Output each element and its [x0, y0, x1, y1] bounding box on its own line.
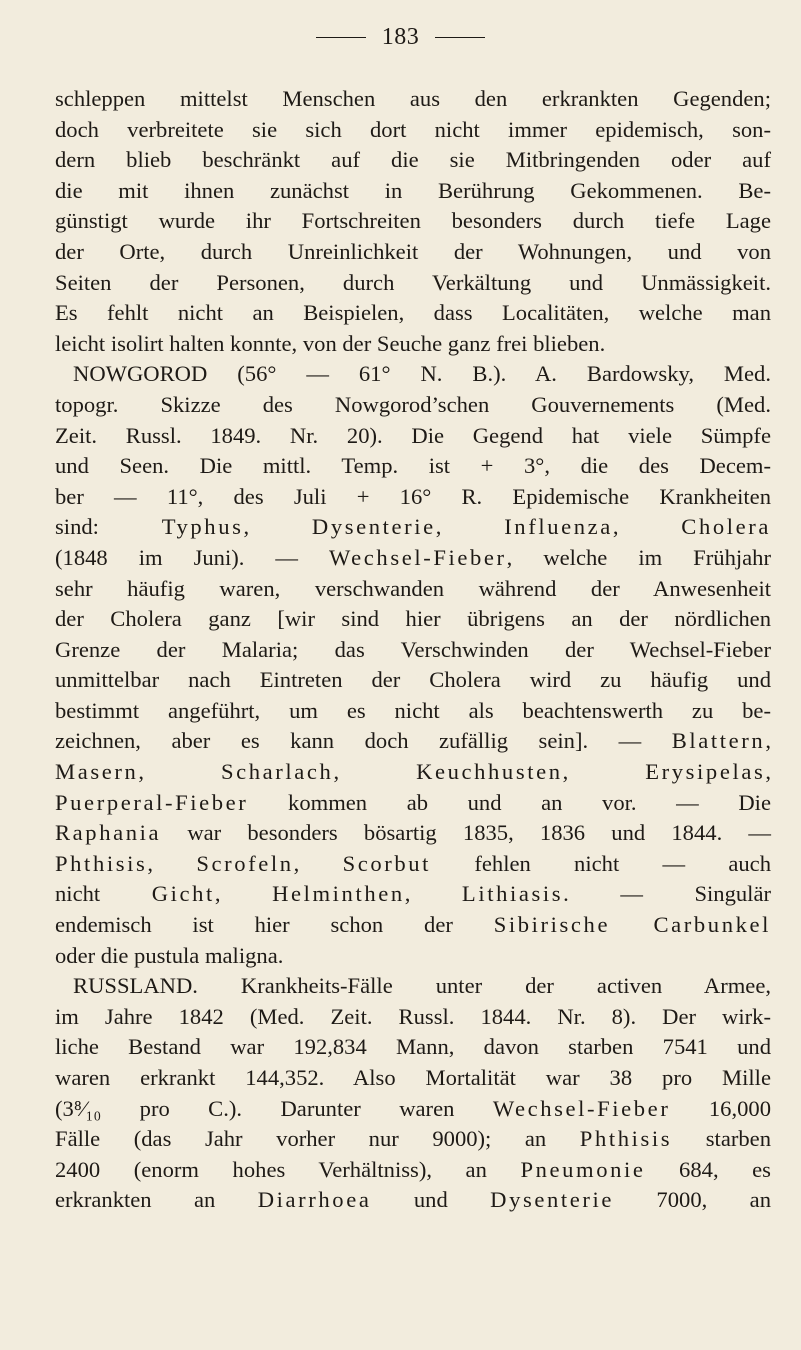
text-segment: ber — 11°, des Juli + 16° R. Epidemische Krankheiten [55, 483, 771, 509]
spaced-term: Wechsel-Fieber [492, 1095, 671, 1121]
text-line [55, 635, 771, 666]
spaced-term: Blattern [671, 728, 766, 754]
text-segment: . — Singulär [563, 881, 772, 907]
text-line [55, 1124, 771, 1155]
text-body [55, 84, 771, 1216]
text-line [55, 84, 771, 115]
text-segment: günstigt wurde ihr Fortschreiten besonders durch tiefe Lage [55, 208, 771, 234]
text-segment: erkrankten an [55, 1187, 258, 1213]
text-line [55, 206, 771, 237]
text-line [55, 1185, 771, 1216]
spaced-term: Cholera [681, 514, 772, 540]
text-segment: leicht isolirt halten konnte, von der Seuche ganz frei blieben. [55, 330, 606, 356]
text-segment: endemisch ist hier schon der [55, 912, 494, 938]
text-line [55, 574, 771, 605]
text-line [55, 1094, 771, 1125]
text-segment: starben [672, 1126, 771, 1152]
spaced-term: Diarrhoea [257, 1187, 372, 1213]
text-segment: topogr. Skizze des Nowgorod’schen Gouvernements (Med. [55, 391, 771, 417]
text-line [55, 910, 771, 941]
text-line [55, 1002, 771, 1033]
text-segment: bestimmt angeführt, um es nicht als beachtenswerth zu be- [55, 697, 771, 723]
text-line [55, 941, 771, 972]
text-line [55, 329, 771, 360]
spaced-term: Pneumonie [520, 1156, 646, 1182]
spaced-term: Keuchhusten [416, 759, 563, 785]
text-segment: kommen ab und an vor. — Die [248, 789, 771, 815]
text-segment: sind: [55, 514, 162, 540]
text-segment: im Jahre 1842 (Med. Zeit. Russl. 1844. Nr. 8). Der wirk- [55, 1003, 771, 1029]
text-line [55, 359, 771, 390]
text-segment: fehlen nicht — auch [431, 850, 772, 876]
text-line [55, 971, 771, 1002]
text-segment: (1848 im Juni). — [55, 544, 330, 570]
text-segment: Zeit. Russl. 1849. Nr. 20). Die Gegend hat viele Sümpfe [55, 422, 771, 448]
text-segment: oder die pustula maligna. [55, 942, 284, 968]
text-segment: schleppen mittelst Menschen aus den erkrankten Gegenden; [55, 86, 771, 111]
text-segment: sehr häufig waren, verschwanden während der Anwesenheit [55, 575, 771, 601]
spaced-term: Erysipelas [645, 759, 766, 785]
page-number: 183 [381, 23, 420, 50]
spaced-term: Sibirische Carbunkel [493, 912, 771, 938]
text-segment: , [243, 514, 312, 540]
text-line [55, 390, 771, 421]
text-line [55, 849, 771, 880]
text-line [55, 543, 771, 574]
text-segment: RUSSLAND. Krankheits-Fälle unter der activen Armee, [73, 973, 771, 999]
spaced-term: Scharlach [220, 759, 334, 785]
text-segment: , [293, 850, 343, 876]
text-segment: NOWGOROD (56° — 61° N. B.). A. Bardowsky, Med. [73, 361, 771, 387]
text-line [55, 176, 771, 207]
spaced-term: Phthisis [579, 1126, 673, 1152]
page-header [0, 20, 801, 54]
spaced-term: Gicht [151, 881, 215, 907]
spaced-term: Puerperal-Fieber [55, 789, 249, 815]
text-segment: , [612, 514, 682, 540]
text-segment: nicht [55, 881, 152, 907]
text-segment: Fälle (das Jahr vorher nur 9000); an [55, 1126, 580, 1152]
text-segment: , [214, 881, 273, 907]
text-segment: war besonders bösartig 1835, 1836 und 1844. — [161, 820, 771, 846]
text-line [55, 788, 771, 819]
text-segment: , [147, 850, 197, 876]
text-line [55, 298, 771, 329]
spaced-term: Raphania [55, 820, 162, 846]
text-line [55, 879, 771, 910]
text-segment: und Seen. Die mittl. Temp. ist + 3°, die des Decem- [55, 453, 771, 479]
text-segment: (3⁸⁄₁₀ pro C.). Darunter waren [55, 1095, 493, 1121]
header-dash-right [435, 37, 485, 38]
text-line [55, 726, 771, 757]
text-segment: , [765, 759, 772, 785]
text-line [55, 237, 771, 268]
text-line [55, 696, 771, 727]
text-segment: , [562, 759, 646, 785]
spaced-term: Masern [55, 759, 139, 785]
text-line [55, 482, 771, 513]
text-segment: , [333, 759, 417, 785]
text-line [55, 451, 771, 482]
text-segment: Grenze der Malaria; das Verschwinden der Wechsel-Fieber [55, 636, 771, 662]
text-segment: doch verbreitete sie sich dort nicht immer epidemisch, son- [55, 116, 771, 142]
text-segment: 684, es [645, 1156, 771, 1182]
spaced-term: Phthisis [55, 850, 148, 876]
text-segment: , [765, 728, 771, 754]
spaced-term: Dysenterie [490, 1187, 615, 1213]
text-line [55, 268, 771, 299]
text-segment: und [371, 1187, 491, 1213]
text-segment: , welche im Frühjahr [506, 544, 771, 570]
text-segment: 7000, an [614, 1187, 771, 1213]
text-segment: die mit ihnen zunächst in Berührung Gekommenen. Be- [55, 177, 771, 203]
text-line [55, 1032, 771, 1063]
spaced-term: Scrofeln [196, 850, 294, 876]
text-segment: Seiten der Personen, durch Verkältung und Unmässigkeit. [55, 269, 771, 295]
text-line [55, 604, 771, 635]
text-line [55, 1155, 771, 1186]
spaced-term: Influenza [504, 514, 613, 540]
header-dash-left [316, 37, 366, 38]
text-segment: zeichnen, aber es kann doch zufällig sein]. — [55, 728, 672, 754]
spaced-term: Helminthen [272, 881, 405, 907]
text-segment: , [404, 881, 462, 907]
text-segment: unmittelbar nach Eintreten der Cholera wird zu häufig und [55, 667, 771, 693]
spaced-term: Lithiasis [461, 881, 564, 907]
text-segment: 16,000 [670, 1095, 772, 1121]
text-segment: , [138, 759, 221, 785]
text-segment: der Orte, durch Unreinlichkeit der Wohnungen, und von [55, 238, 771, 264]
text-line [55, 145, 771, 176]
text-segment: waren erkrankt 144,352. Also Mortalität war 38 pro Mille [55, 1065, 771, 1090]
text-segment: 2400 (enorm hohes Verhältniss), an [55, 1156, 521, 1182]
text-line [55, 1063, 771, 1094]
text-line [55, 665, 771, 696]
spaced-term: Wechsel-Fieber [329, 544, 507, 570]
text-line [55, 115, 771, 146]
text-segment: liche Bestand war 192,834 Mann, davon starben 7541 und [55, 1034, 771, 1060]
spaced-term: Typhus [161, 514, 244, 540]
text-segment: der Cholera ganz [wir sind hier übrigens an der nördlichen [55, 606, 771, 632]
text-line [55, 757, 771, 788]
text-segment: , [435, 514, 505, 540]
text-line [55, 421, 771, 452]
spaced-term: Dysenterie [311, 514, 436, 540]
text-segment: dern blieb beschränkt auf die sie Mitbringenden oder auf [55, 147, 771, 173]
text-segment: Es fehlt nicht an Beispielen, dass Localitäten, welche man [55, 300, 771, 326]
text-line [55, 818, 771, 849]
text-line [55, 512, 771, 543]
spaced-term: Scorbut [342, 850, 432, 876]
